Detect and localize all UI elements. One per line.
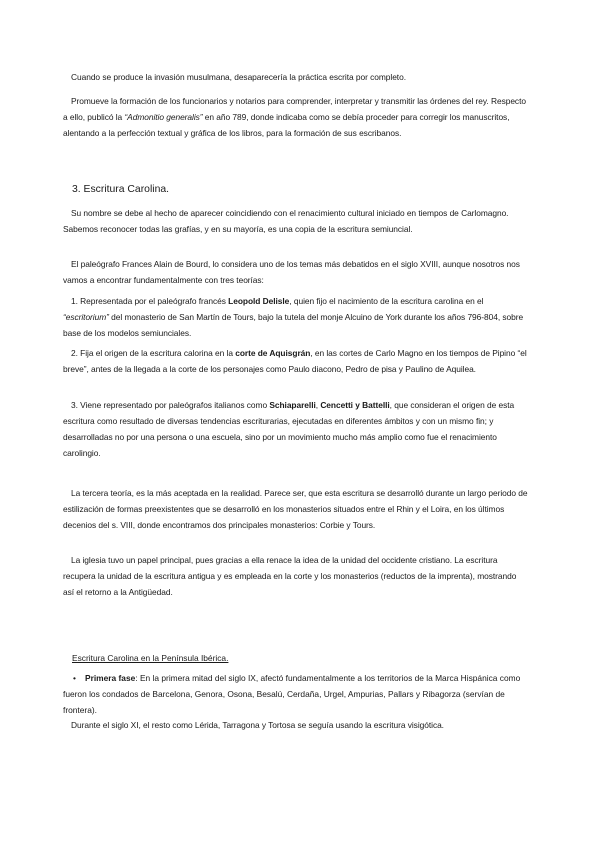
paragraph-nombre: Su nombre se debe al hecho de aparecer coincidiendo con el renacimiento cultural iniciado en tiempos de Carlomagno. Sabemos reconocer todas las grafías, y en su mayoría, es una copia de la escritura semiuncial.: [63, 208, 509, 234]
section-heading: 3. Escritura Carolina.: [72, 184, 170, 195]
paragraph-bourd: El paleógrafo Frances Alain de Bourd, lo considera uno de los temas más debatidos en el siglo XVIII, aunque nosotros nos vamos a encontrar fundamentalmente con tres teorías:: [63, 259, 520, 285]
theory-text: 2. Fija el origen de la escritura calorina en la: [71, 348, 236, 358]
bold-name: Schiaparelli: [269, 400, 316, 410]
bullet-item: [63, 671, 528, 719]
bold-name: Battelli: [362, 400, 390, 410]
bullet-text: : En la primera mitad del siglo IX, afectó fundamentalmente a los territorios de la Marca Hispánica como fueron los condados de Barcelona, Genora, Osona, Besalú, Cerdaña, Urgel, Ampurias, Pallars y Ribagorza (servían de frontera).: [63, 673, 521, 715]
separator: y: [352, 400, 363, 410]
italic-title: “Admonitio generalis”: [124, 111, 203, 122]
separator: ,: [315, 400, 321, 410]
subsection-heading: Escritura Carolina en la Península Ibérica.: [72, 653, 229, 663]
bullet-icon: •: [73, 673, 76, 683]
theory-3: [63, 398, 528, 462]
theory-text: del monasterio de San Martín de Tours, bajo la tutela del monje Alcuino de York durante los años 796-804, sobre base de los modelos semiunciales.: [63, 311, 524, 338]
paragraph-iglesia: La iglesia tuvo un papel principal, pues gracias a ella renace la idea de la unidad del occidente cristiano. La escritura recupera la unidad de la escritura antigua y es empleada en la corte y los monasterios (reductos de la imprenta), mostrando así el retorno a la Antigüedad.: [63, 555, 517, 597]
paragraph-invasion: Cuando se produce la invasión musulmana, desaparecería la práctica escrita por completo.: [71, 72, 406, 82]
bold-name: Leopold Delisle: [228, 296, 290, 306]
theory-text: 3. Viene representado por paleógrafos italianos como: [71, 400, 270, 410]
bullet-paragraph: [63, 671, 528, 719]
bold-place: corte de Aquisgrán: [235, 348, 311, 358]
italic-term: “escritorium”: [63, 311, 109, 322]
theory-text: , quien fijo el nacimiento de la escritura carolina en el: [289, 296, 484, 306]
bullet-label: Primera fase: [85, 673, 136, 683]
theory-2: [63, 346, 528, 378]
bold-name: Cencetti: [320, 400, 353, 410]
paragraph-text: Promueve la formación de los funcionarios y notarios para comprender, interpretar y transmitir las órdenes del rey. Respecto a ello, publicó la: [63, 96, 526, 122]
theory-text: , que consideran el origen de esta escritura como resultado de diversas tendencias escriturarias, ejecutadas en diferentes ámbitos y con un mismo fin; y desarrolladas no por una persona o una escuela, sino por un movimiento mucho más amplio como fue el renacimiento carolingio.: [63, 400, 515, 458]
paragraph-admonitio: [63, 94, 528, 142]
theory-text: 1. Representada por el paleógrafo francés: [71, 296, 229, 306]
paragraph-text: en año 789, donde indicaba como se debía proceder para corregir los manuscritos, alentando a la perfección textual y gráfica de los libros, para la formación de sus escribanos.: [63, 111, 510, 138]
paragraph-tercera-teoria: La tercera teoría, es la más aceptada en la realidad. Parece ser, que esta escritura se desarrolló durante un largo periodo de estilización de formas preexistentes que se desarrolló en los monasterios situados entre el Rhin y el Loira, en los últimos decenios del s. VIII, donde encontramos dos principales monasterios: Corbie y Tours.: [63, 488, 528, 530]
theory-text: , en las cortes de Carlo Magno en los tiempos de Pipino “el breve”, antes de la llegada a la corte de los personajes como Paulo diacono, Pedro de pisa y Paulino de Aquilea.: [63, 348, 527, 374]
paragraph-siglo-xi: Durante el siglo XI, el resto como Lérida, Tarragona y Tortosa se seguía usando la escritura visigótica.: [71, 720, 444, 730]
theory-1: [63, 294, 528, 342]
